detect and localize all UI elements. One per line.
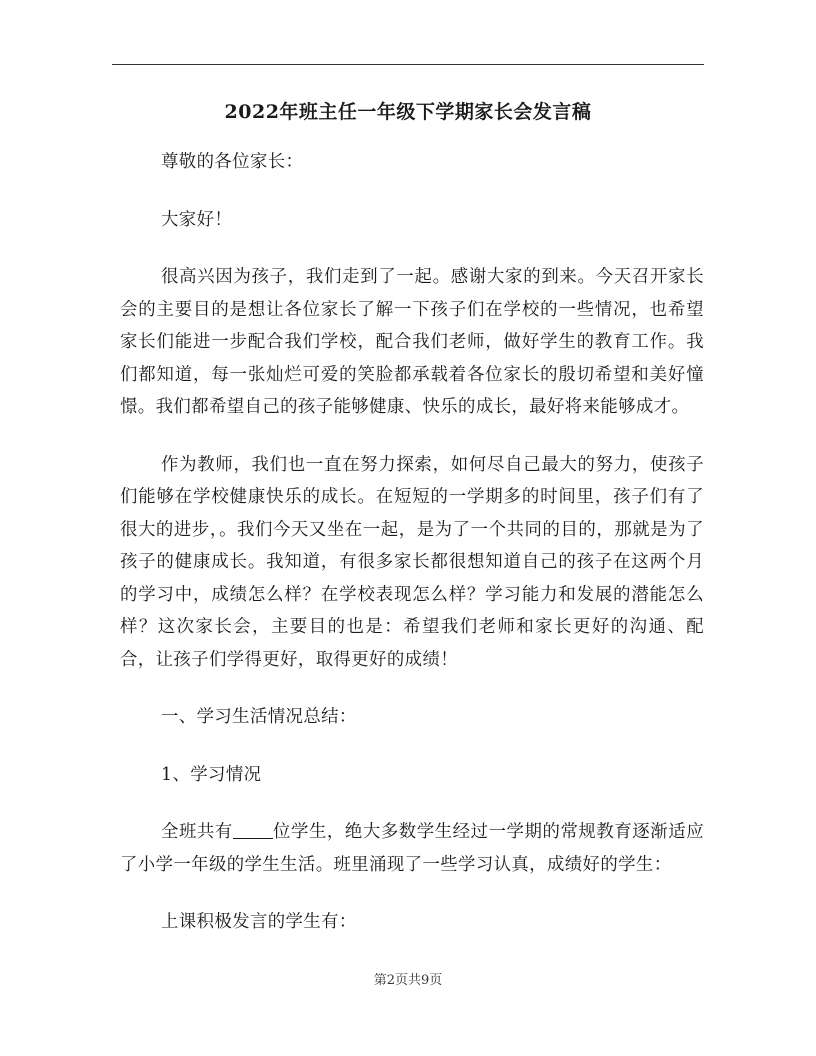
document-title: 2022年班主任一年级下学期家长会发言稿: [224, 101, 592, 123]
greeting: 大家好！: [161, 209, 233, 230]
section-heading: 一、学习生活情况总结：: [161, 707, 357, 727]
document-body: [120, 146, 704, 964]
active-students-label: 上课积极发言的学生有：: [161, 912, 357, 932]
subsection-heading: 1、学习情况: [161, 764, 262, 785]
class-summary: [120, 816, 704, 881]
salutation: 尊敬的各位家长：: [161, 152, 304, 172]
page-number: 第2页共9页: [373, 973, 443, 988]
paragraph-teacher-effort: 作为教师，我们也一直在努力探索，如何尽自己最大的努力，使孩子们能够在学校健康快乐的成长。在短短的一学期多的时间里，孩子们有了很大的进步，。我们今天又坐在一起，是为了一个共同的目的，那就是为了孩子的健康成长。我知道，有很多家长都很想知道自己的孩子在这两个月的学习中，成绩怎么样？在学校表现怎么样？学习能力和发展的潜能怎么样？这次家长会，主要目的也是：希望我们老师和家长更好的沟通、配合，让孩子们学得更好，取得更好的成绩！: [120, 454, 704, 670]
class-summary-prefix: 全班共有: [161, 822, 233, 842]
paragraph-intro: 很高兴因为孩子，我们走到了一起。感谢大家的到来。今天召开家长会的主要目的是想让各位家长了解一下孩子们在学校的一些情况，也希望家长们能进一步配合我们学校，配合我们老师，做好学生的教育工作。我们都知道，每一张灿烂可爱的笑脸都承载着各位家长的殷切希望和美好憧憬。我们都希望自己的孩子能够健康、快乐的成长，最好将来能够成才。: [120, 267, 704, 417]
class-summary-rest: 位学生，绝大多数学生经过一学期的常规教育逐渐适应了小学一年级的学生生活。班里涌现了一些学习认真，成绩好的学生：: [120, 822, 704, 875]
student-count-blank: [233, 821, 273, 839]
header-rule: [112, 64, 704, 65]
